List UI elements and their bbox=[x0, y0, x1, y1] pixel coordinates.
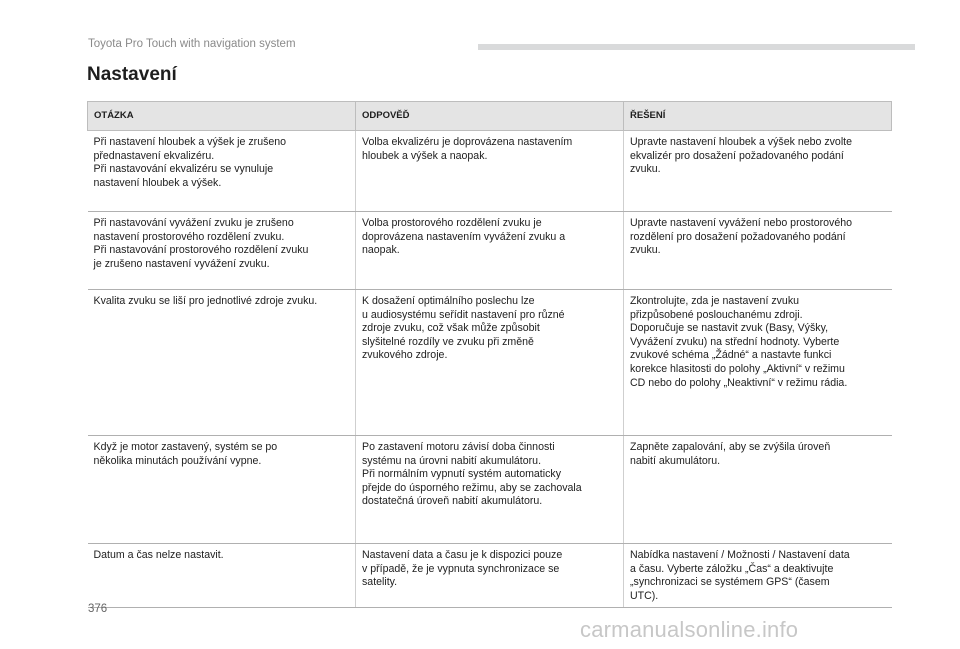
cell-text: Při nastavení hloubek a výšek je zrušeno přednastavení ekvalizéru. Při nastavování ekvalizéru se vynuluje nastavení hloubek a výšek. bbox=[93, 136, 287, 189]
faq-table bbox=[87, 101, 892, 608]
column-header-solution: ŘEŠENÍ bbox=[624, 102, 892, 131]
page-number: 376 bbox=[88, 603, 108, 615]
cell-text: Upravte nastavení hloubek a výšek nebo zvolte ekvalizér pro dosažení požadovaného podání zvuku. bbox=[630, 136, 853, 176]
cell-text: Když je motor zastavený, systém se po několika minutách používání vypne. bbox=[93, 441, 278, 467]
answer-cell bbox=[356, 290, 624, 436]
cell-text: Po zastavení motoru závisí doba činnosti systému na úrovni nabití akumulátoru. Při normálním vypnutí systém automaticky přejde do úsporného režimu, aby se zachovala dostatečná úroveň nabití akumulátoru. bbox=[362, 441, 582, 508]
cell-text: Volba ekvalizéru je doprovázena nastavením hloubek a výšek a naopak. bbox=[362, 136, 573, 162]
column-header-question: OTÁZKA bbox=[88, 102, 356, 131]
table-row bbox=[88, 131, 892, 212]
answer-cell bbox=[356, 212, 624, 290]
cell-text: K dosažení optimálního poslechu lze u audiosystému seřídit nastavení pro různé zdroje zvuku, což však může způsobit slyšitelné rozdíly ve zvuku při změně zvukového zdroje. bbox=[362, 295, 565, 362]
question-cell bbox=[88, 212, 356, 290]
solution-cell bbox=[624, 131, 892, 212]
table-row bbox=[88, 544, 892, 608]
cell-text: Zkontrolujte, zda je nastavení zvuku přizpůsobené poslouchanému zdroji. Doporučuje se nastavit zvuk (Basy, Výšky, Vyvážení zvuku) na střední hodnoty. Vyberte zvukové schéma „Žádné“ a nastavte funkci korekce hlasitosti do polohy „Aktivní“ v režimu CD nebo do polohy „Neaktivní“ v režimu rádia. bbox=[630, 295, 848, 389]
table-row bbox=[88, 212, 892, 290]
page-title: Nastavení bbox=[87, 64, 177, 85]
column-header-answer: ODPOVĚĎ bbox=[356, 102, 624, 131]
answer-cell bbox=[356, 436, 624, 544]
cell-text: Datum a čas nelze nastavit. bbox=[93, 549, 224, 561]
watermark: carmanualsonline.info bbox=[580, 617, 799, 642]
cell-text: Nastavení data a času je k dispozici pouze v případě, že je vypnuta synchronizace se satelity. bbox=[362, 549, 563, 589]
solution-cell bbox=[624, 212, 892, 290]
cell-text: Upravte nastavení vyvážení nebo prostorového rozdělení pro dosažení požadovaného podání zvuku. bbox=[630, 217, 853, 257]
table-row bbox=[88, 436, 892, 544]
cell-text: Volba prostorového rozdělení zvuku je doprovázena nastavením vyvážení zvuku a naopak. bbox=[362, 217, 566, 257]
table-header-row bbox=[88, 102, 892, 131]
answer-cell bbox=[356, 131, 624, 212]
cell-text: Zapněte zapalování, aby se zvýšila úroveň nabití akumulátoru. bbox=[630, 441, 831, 467]
question-cell bbox=[88, 544, 356, 608]
question-cell bbox=[88, 131, 356, 212]
cell-text: Kvalita zvuku se liší pro jednotlivé zdroje zvuku. bbox=[93, 295, 318, 307]
question-cell bbox=[88, 290, 356, 436]
answer-cell bbox=[356, 544, 624, 608]
running-header: Toyota Pro Touch with navigation system bbox=[88, 38, 296, 50]
header-bar bbox=[478, 44, 915, 50]
solution-cell bbox=[624, 290, 892, 436]
cell-text: Při nastavování vyvážení zvuku je zrušeno nastavení prostorového rozdělení zvuku. Při nastavování prostorového rozdělení zvuku je zrušeno nastavení vyvážení zvuku. bbox=[93, 217, 309, 270]
cell-text: Nabídka nastavení / Možnosti / Nastavení data a času. Vyberte záložku „Čas“ a deaktivujte „synchronizaci se systémem GPS“ (časem UTC). bbox=[630, 549, 850, 602]
table-row bbox=[88, 290, 892, 436]
solution-cell bbox=[624, 436, 892, 544]
solution-cell bbox=[624, 544, 892, 608]
question-cell bbox=[88, 436, 356, 544]
